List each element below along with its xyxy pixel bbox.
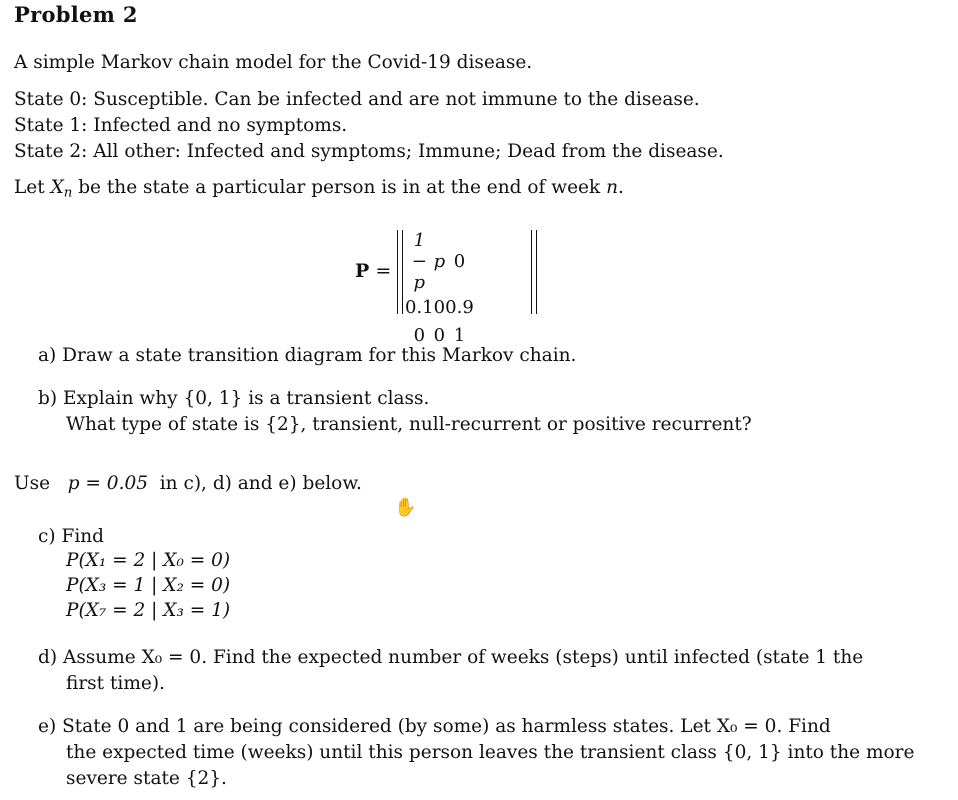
let-n: n <box>606 177 618 198</box>
hand-pointer-icon: ✋ <box>394 497 417 518</box>
let-sub: n <box>63 185 73 201</box>
part-c-prob-3: P(X₇ = 2 | X₃ = 1) <box>66 600 231 621</box>
matrix-table <box>405 230 474 349</box>
let-var: X <box>50 177 64 198</box>
part-b-line2: What type of state is {2}, transient, null-recurrent or positive recurrent? <box>66 414 752 435</box>
part-a-text: Draw a state transition diagram for this Markov chain. <box>62 345 577 366</box>
let-suffix: be the state a particular person is in at the end of week <box>78 177 601 198</box>
let-statement <box>14 177 624 201</box>
part-c-prob-2: P(X₃ = 1 | X₂ = 0) <box>66 575 231 596</box>
state-1-text: State 1: Infected and no symptoms. <box>14 115 348 136</box>
part-b-label: b) <box>38 388 58 409</box>
matrix-cell: p <box>433 251 446 272</box>
part-e-label: e) <box>38 716 57 737</box>
part-a <box>38 345 576 366</box>
matrix-cell: 1 − p <box>411 230 427 293</box>
part-e <box>38 716 831 737</box>
part-c-find: Find <box>61 526 104 547</box>
matrix-cell: 0 <box>433 296 446 318</box>
matrix-cell: 0 <box>413 324 426 346</box>
part-b <box>38 388 429 409</box>
part-e-line3: severe state {2}. <box>66 768 227 789</box>
part-d-label: d) <box>38 647 58 668</box>
matrix-label <box>355 260 391 282</box>
part-a-label: a) <box>38 345 57 366</box>
let-prefix: Let <box>14 177 45 198</box>
part-d <box>38 647 863 668</box>
matrix-row-0 <box>405 230 474 293</box>
matrix-cell: 1 <box>453 324 466 346</box>
part-c <box>38 526 104 547</box>
matrix-equals: = <box>375 260 392 282</box>
use-statement <box>14 473 362 494</box>
matrix-row-1 <box>405 293 474 321</box>
state-2-text: State 2: All other: Infected and symptoms; Immune; Dead from the disease. <box>14 141 724 162</box>
part-d-line2: first time). <box>66 673 165 694</box>
part-e-line2: the expected time (weeks) until this person leaves the transient class {0, 1} into the more <box>66 742 915 763</box>
part-c-prob-1: P(X₁ = 2 | X₀ = 0) <box>66 550 231 571</box>
part-e-line1: State 0 and 1 are being considered (by some) as harmless states. Let X₀ = 0. Find <box>62 716 831 737</box>
matrix-cell: 0.1 <box>405 296 434 318</box>
part-c-label: c) <box>38 526 56 547</box>
use-expr: p = 0.05 <box>67 473 148 494</box>
part-d-line1: Assume X₀ = 0. Find the expected number of weeks (steps) until infected (state 1 the <box>62 647 864 668</box>
matrix-cell: 0 <box>433 324 446 346</box>
problem-title: Problem 2 <box>14 2 138 27</box>
matrix-left-bracket <box>397 230 403 314</box>
matrix-cell: 0 <box>453 251 466 272</box>
use-rest: in c), d) and e) below. <box>159 473 362 494</box>
intro-text: A simple Markov chain model for the Covid-19 disease. <box>14 52 533 73</box>
matrix-right-bracket <box>531 230 537 314</box>
let-end: . <box>618 177 624 198</box>
state-0-text: State 0: Susceptible. Can be infected and are not immune to the disease. <box>14 89 700 110</box>
use-word: Use <box>14 473 51 494</box>
matrix-cell: 0.9 <box>445 296 474 318</box>
part-b-line1: Explain why {0, 1} is a transient class. <box>62 388 430 409</box>
matrix-symbol: P <box>355 260 370 282</box>
